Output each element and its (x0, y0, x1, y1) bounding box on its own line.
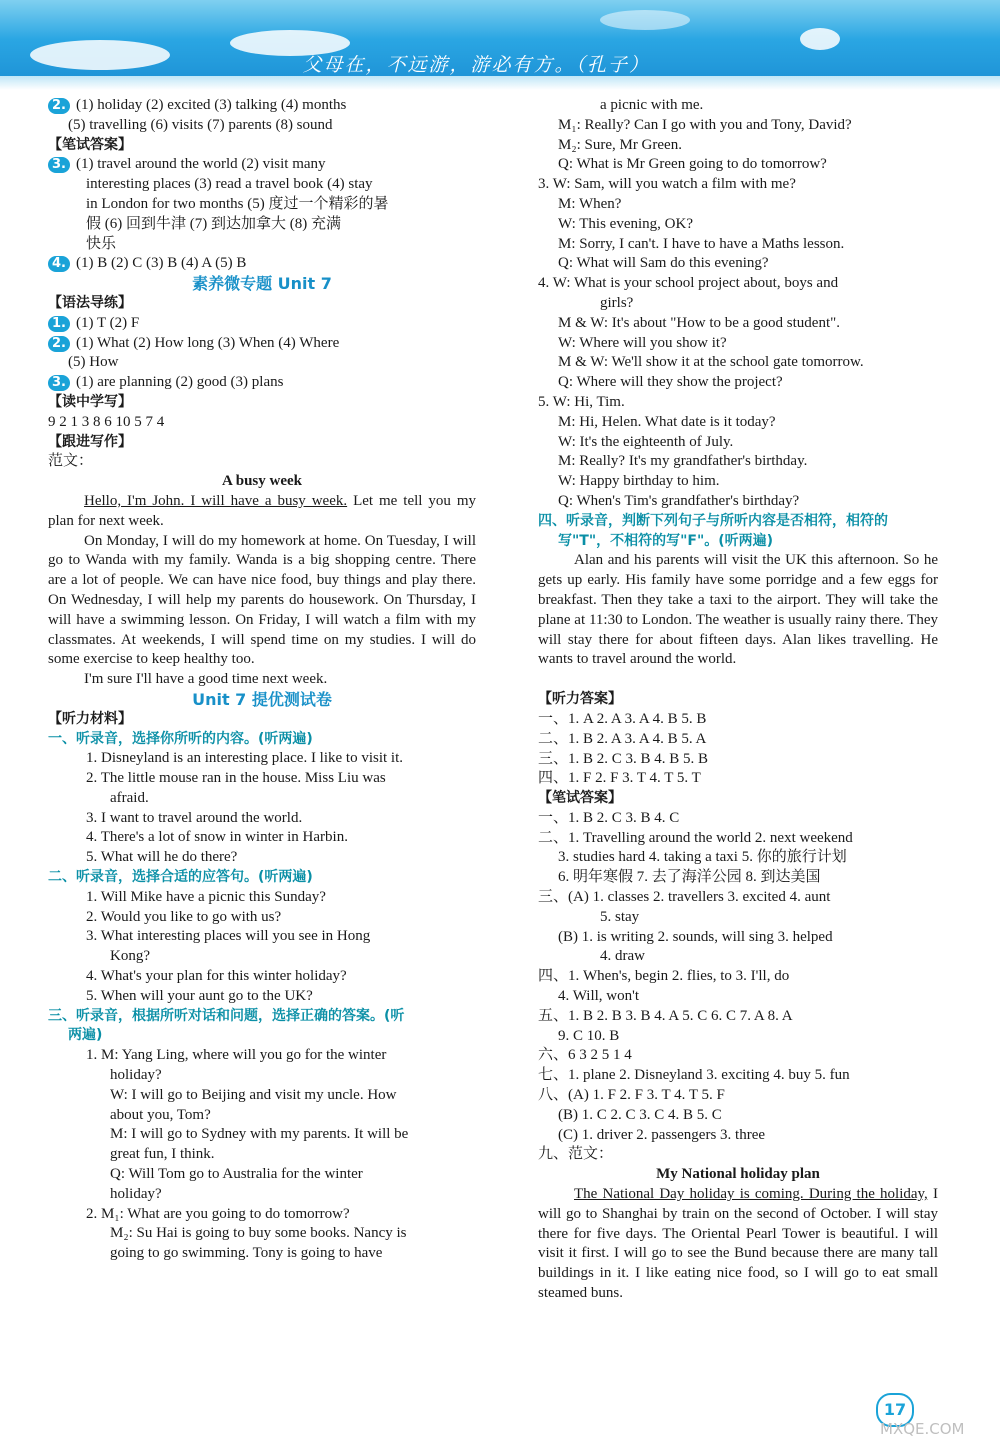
left-line (48, 136, 476, 156)
left-text: in London for two months (5) 度过一个精彩的暑 (86, 195, 389, 212)
left-text: interesting places (3) read a travel book (4) stay (86, 176, 373, 193)
left-line (48, 433, 476, 453)
left2-text: Unit 7 提优测试卷 (192, 689, 332, 709)
right-line (538, 96, 938, 116)
essay2-body (538, 1185, 938, 1304)
right2-line (538, 1165, 938, 1185)
cloud-decoration (600, 10, 690, 30)
left2-line (48, 1125, 476, 1145)
right-line (538, 195, 938, 215)
right-text: 四、听录音，判断下列句子与所听内容是否相符，相符的 (538, 512, 888, 529)
left2-line (48, 809, 476, 829)
left2-text: 1. Disneyland is an interesting place. I like to visit it. (86, 750, 404, 767)
left2-line (48, 868, 476, 888)
left2-line (48, 789, 476, 809)
left2-text: great fun, I think. (110, 1146, 215, 1163)
right2-text: 七、1. plane 2. Disneyland 3. exciting 4. buy 5. fun (538, 1067, 850, 1084)
right-text: M₁: Really? Can I go with you and Tony, David? (558, 116, 852, 133)
left-line (48, 334, 476, 354)
left2-line (48, 848, 476, 868)
left2-text: 5. What will he do there? (86, 849, 238, 866)
right2-text: 4. draw (600, 948, 645, 965)
right-line (538, 155, 938, 175)
right-line (538, 532, 938, 552)
left-text: 【跟进写作】 (48, 433, 132, 450)
right2-text: 二、1. B 2. A 3. A 4. B 5. A (538, 730, 707, 747)
right2-text: 一、1. A 2. A 3. A 4. B 5. B (538, 710, 707, 727)
right2-line (538, 809, 938, 829)
left2-text: 一、听录音，选择你所听的内容。(听两遍) (48, 730, 313, 747)
right2-line (538, 987, 938, 1007)
left-column (48, 96, 476, 1264)
right2-line (538, 947, 938, 967)
essay1-para1-rest: Let me tell you my plan for next week. (48, 492, 476, 529)
right2-line (538, 1007, 938, 1027)
left-line (48, 452, 476, 472)
right2-text: 九、范文： (538, 1146, 614, 1163)
spacer (538, 670, 938, 690)
essay2-underlined: The National Day holiday is coming. During the holiday, (574, 1186, 928, 1203)
left2-text: afraid. (110, 789, 149, 806)
right2-text: 【笔试答案】 (538, 790, 622, 807)
left-text: 快乐 (86, 235, 117, 252)
left2-text: M: I will go to Sydney with my parents. It will be (110, 1126, 409, 1143)
right2-text: 三、(A) 1. classes 2. travellers 3. excited 4. aunt (538, 889, 831, 906)
page-number: 17 (876, 1393, 914, 1427)
right2-line (538, 769, 938, 789)
left2-line (48, 1046, 476, 1066)
left2-text: 5. When will your aunt go to the UK? (86, 987, 313, 1004)
left2-text: holiday? (110, 1067, 162, 1084)
left-text: (1) are planning (2) good (3) plans (76, 374, 284, 391)
answer-key (538, 690, 938, 1185)
right-line (538, 274, 938, 294)
left-text: (1) B (2) C (3) B (4) A (5) B (76, 255, 247, 272)
left2-text: 1. Will Mike have a picnic this Sunday? (86, 888, 326, 905)
right-line (538, 254, 938, 274)
right2-text: 四、1. When's, begin 2. flies, to 3. I'll, do (538, 968, 790, 985)
right2-text: 六、6 3 2 5 1 4 (538, 1047, 632, 1064)
right-line (538, 235, 938, 255)
right-line (538, 215, 938, 235)
left-line (48, 373, 476, 393)
left2-line (48, 947, 476, 967)
left-line (48, 195, 476, 215)
left-line (48, 215, 476, 235)
right-text: girls? (600, 294, 634, 311)
left-line (48, 393, 476, 413)
right-line (538, 433, 938, 453)
right2-line (538, 848, 938, 868)
right2-line (538, 1106, 938, 1126)
right2-line (538, 928, 938, 948)
left2-text: about you, Tom? (110, 1106, 211, 1123)
right-line (538, 472, 938, 492)
left-text: (1) T (2) F (76, 314, 140, 331)
right-line (538, 136, 938, 156)
question-number-badge: 3. (48, 157, 70, 173)
right2-text: 一、1. B 2. C 3. B 4. C (538, 809, 680, 826)
right-text: W: Happy birthday to him. (558, 473, 720, 490)
right2-line (538, 1027, 938, 1047)
right2-text: 4. Will, won't (558, 988, 639, 1005)
left2-line (48, 1086, 476, 1106)
left2-line (48, 1145, 476, 1165)
left-text: 素养微专题 Unit 7 (192, 274, 332, 294)
left2-line (48, 967, 476, 987)
question-number-badge: 3. (48, 375, 70, 391)
left-text: (1) holiday (2) excited (3) talking (4) months (76, 97, 347, 113)
left2-line (48, 987, 476, 1007)
left2-text: M₂: Su Hai is going to buy some books. Nancy is (110, 1225, 407, 1242)
left-line (48, 274, 476, 294)
right-line (538, 373, 938, 393)
left2-line (48, 908, 476, 928)
essay1-underlined: Hello, I'm John. I will have a busy week. (84, 492, 348, 509)
right-text: Q: What will Sam do this evening? (558, 255, 769, 272)
left2-text: going to go swimming. Tony is going to have (110, 1245, 383, 1262)
question-number-badge: 1. (48, 316, 70, 332)
left-text: (1) What (2) How long (3) When (4) Where (76, 334, 340, 351)
left-text: (5) How (68, 354, 119, 371)
right2-line (538, 730, 938, 750)
left-line (48, 472, 476, 492)
left-line (48, 155, 476, 175)
left2-line (48, 710, 476, 730)
right2-line (538, 789, 938, 809)
dialogues (538, 96, 938, 551)
right-line (538, 393, 938, 413)
banner-wave (0, 76, 1000, 90)
left-line (48, 294, 476, 314)
left-text: 假 (6) 回到牛津 (7) 到达加拿大 (8) 充满 (86, 215, 341, 232)
right-column (538, 96, 938, 1304)
left2-line (48, 1244, 476, 1264)
right-text: 4. W: What is your school project about, boys and (538, 275, 839, 292)
left2-text: 4. What's your plan for this winter holiday? (86, 968, 347, 985)
right-text: M & W: We'll show it at the school gate tomorrow. (558, 354, 864, 371)
right2-text: 9. C 10. B (558, 1027, 620, 1044)
right-line (538, 116, 938, 136)
header-motto: 父母在，不远游，游必有方。（孔子） (302, 54, 650, 76)
right2-line (538, 868, 938, 888)
left2-text: 【听力材料】 (48, 710, 132, 727)
right2-text: 四、1. F 2. F 3. T 4. T 5. T (538, 770, 701, 787)
right2-line (538, 690, 938, 710)
right-line (538, 314, 938, 334)
right-text: Q: What is Mr Green going to do tomorrow? (558, 156, 827, 173)
left2-text: 两遍) (68, 1027, 103, 1044)
right2-line (538, 1086, 938, 1106)
left-text: 9 2 1 3 8 6 10 5 7 4 (48, 413, 165, 430)
right-text: 写"T"，不相符的写"F"。(听两遍) (558, 532, 774, 549)
right2-text: (C) 1. driver 2. passengers 3. three (558, 1126, 766, 1143)
left2-line (48, 749, 476, 769)
watermark-site: MXQE.COM (880, 1420, 965, 1438)
left-text: (1) travel around the world (2) visit many (76, 156, 326, 173)
right-text: M: Really? It's my grandfather's birthday. (558, 453, 808, 470)
left2-text: 4. There's a lot of snow in winter in Harbin. (86, 829, 348, 846)
right-line (538, 413, 938, 433)
right2-text: (B) 1. C 2. C 3. C 4. B 5. C (558, 1106, 722, 1123)
left2-line (48, 828, 476, 848)
right2-text: 3. studies hard 4. taking a taxi 5. 你的旅行计划 (558, 849, 847, 866)
right2-text: 5. stay (600, 908, 640, 925)
left2-text: 二、听录音，选择合适的应答句。(听两遍) (48, 869, 313, 886)
right-text: M: When? (558, 195, 622, 212)
left2-line (48, 1224, 476, 1244)
left-text: (5) travelling (6) visits (7) parents (8) sound (68, 116, 333, 133)
left2-text: Q: Will Tom go to Australia for the winter (110, 1166, 363, 1183)
right2-line (538, 888, 938, 908)
right-line (538, 294, 938, 314)
left2-line (48, 690, 476, 710)
listening-materials (48, 690, 476, 1264)
right-text: M & W: It's about "How to be a good student". (558, 314, 841, 331)
right-text: W: It's the eighteenth of July. (558, 433, 734, 450)
left-text: 【语法导练】 (48, 294, 132, 311)
listening-passage: Alan and his parents will visit the UK this afternoon. So he gets up early. His family have some porridge and a few eggs for breakfast. Then they take a taxi to the airport. They will take the plane at 11:30 to London. The weather is usually rainy there. They will stay there for about fifteen days. Alan likes travelling. He wants to travel around the world. (538, 552, 938, 668)
left2-text: 1. M: Yang Ling, where will you go for the winter (86, 1047, 387, 1064)
right-line (538, 353, 938, 373)
left2-text: W: I will go to Beijing and visit my uncle. How (110, 1086, 397, 1103)
left2-line (48, 730, 476, 750)
right-text: M₂: Sure, Mr Green. (558, 136, 682, 153)
left2-line (48, 1165, 476, 1185)
header-banner (0, 0, 1000, 88)
right-text: 3. W: Sam, will you watch a film with me? (538, 176, 796, 193)
right-text: a picnic with me. (600, 97, 704, 113)
right2-line (538, 710, 938, 730)
left-line (48, 116, 476, 136)
cloud-decoration (800, 28, 840, 50)
left2-text: 三、听录音，根据所听对话和问题，选择正确的答案。(听 (48, 1007, 405, 1024)
right-text: M: Hi, Helen. What date is it today? (558, 413, 776, 430)
left-line (48, 175, 476, 195)
right-line (538, 175, 938, 195)
left-text: 范文： (48, 453, 94, 470)
right2-text: 八、(A) 1. F 2. F 3. T 4. T 5. F (538, 1087, 725, 1104)
left-text: 【读中学写】 (48, 393, 132, 410)
left2-line (48, 1185, 476, 1205)
right-line (538, 492, 938, 512)
left2-text: 3. I want to travel around the world. (86, 809, 303, 826)
right2-text: 二、1. Travelling around the world 2. next weekend (538, 829, 853, 846)
left-text: A busy week (221, 473, 303, 490)
right2-line (538, 967, 938, 987)
left2-text: Kong? (110, 948, 150, 965)
left2-text: 2. M₁: What are you going to do tomorrow? (86, 1205, 350, 1222)
left2-line (48, 1026, 476, 1046)
right2-line (538, 908, 938, 928)
right2-line (538, 1126, 938, 1146)
cloud-decoration (30, 40, 170, 70)
right2-text: 三、1. B 2. C 3. B 4. B 5. B (538, 750, 709, 767)
right2-text: 6. 明年寒假 7. 去了海洋公园 8. 到达美国 (558, 869, 821, 886)
left-line (48, 96, 476, 116)
right-text: Q: When's Tim's grandfather's birthday? (558, 492, 800, 509)
left-line (48, 254, 476, 274)
question-number-badge: 2. (48, 336, 70, 352)
left2-text: 3. What interesting places will you see in Hong (86, 928, 371, 945)
left2-line (48, 1007, 476, 1027)
essay1-para2: On Monday, I will do my homework at home. On Tuesday, I will go to Wanda with my family. Wanda is a big shopping centre. There are a lot of people. We can have nice food, buy things and play there. On Wednesday, I will help my parents do housework. On Thursday, I will have a swimming lesson. On Friday, I will watch a film with my classmates. At weekends, I will spend time on my studies. I will do some exercise to keep healthy too. (48, 532, 476, 668)
right2-text: 【听力答案】 (538, 691, 622, 708)
right-line (538, 334, 938, 354)
right2-line (538, 1066, 938, 1086)
right-text: Q: Where will they show the project? (558, 374, 783, 391)
left-line (48, 353, 476, 373)
question-number-badge: 4. (48, 256, 70, 272)
right2-text: (B) 1. is writing 2. sounds, will sing 3. helped (558, 928, 833, 945)
essay1-para3: I'm sure I'll have a good time next week. (84, 671, 328, 688)
left2-text: 2. The little mouse ran in the house. Miss Liu was (86, 770, 386, 787)
essay1-para1 (48, 492, 476, 532)
essay2-rest: I will go to Shanghai by train on the second of October. I will stay there for five days. The Oriental Pearl Tower is beautiful. I will visit it first. I will go to see the Bund because there are many tall buildings in it. I like eating nice food, so I will go to eat small steamed buns. (538, 1186, 938, 1302)
right2-line (538, 1145, 938, 1165)
right-line (538, 452, 938, 472)
left-answers (48, 96, 476, 492)
left2-line (48, 1066, 476, 1086)
left-line (48, 235, 476, 255)
left-line (48, 314, 476, 334)
right2-line (538, 1046, 938, 1066)
left2-line (48, 927, 476, 947)
right-text: W: Where will you show it? (558, 334, 727, 351)
left2-line (48, 769, 476, 789)
left-line (48, 413, 476, 433)
right-text: 5. W: Hi, Tim. (538, 393, 625, 410)
question-number-badge: 2. (48, 98, 70, 114)
right-text: W: This evening, OK? (558, 215, 693, 232)
right2-text: 五、1. B 2. B 3. B 4. A 5. C 6. C 7. A 8. A (538, 1007, 793, 1024)
left2-text: 2. Would you like to go with us? (86, 908, 282, 925)
left2-line (48, 1205, 476, 1225)
right-line (538, 512, 938, 532)
right2-line (538, 750, 938, 770)
right-text: M: Sorry, I can't. I have to have a Maths lesson. (558, 235, 845, 252)
right2-line (538, 829, 938, 849)
left2-line (48, 888, 476, 908)
left2-line (48, 1106, 476, 1126)
left2-text: holiday? (110, 1185, 162, 1202)
right2-text: My National holiday plan (656, 1166, 820, 1183)
left-text: 【笔试答案】 (48, 136, 132, 153)
